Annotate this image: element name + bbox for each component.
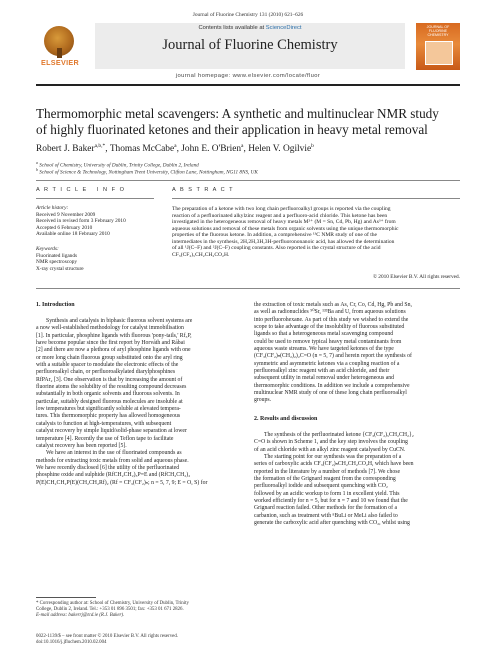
intro-line: tures. This thermomorphic property has allowed homogeneous — [36, 413, 181, 420]
author-3-affil: a — [241, 143, 244, 149]
affiliation-b — [36, 167, 476, 176]
intro-line: phosphine oxide and sulphide (RfCH₂CH₂)₃P=E and (RfCH₂CH₂)₂ — [36, 472, 191, 479]
abstract-body — [172, 206, 460, 258]
contents-line — [95, 25, 405, 31]
intro-line: multinuclear NMR study of one of these long chain perfluoroalkyl — [254, 390, 407, 397]
footnote-corresponding: * Corresponding author at: School of Chemistry, University of Dublin, Trinity — [36, 601, 189, 606]
article-title — [36, 106, 476, 138]
intro-line: P(E)CH₂CH₂P(E)(CH₂CH₂Rf)₂ (Rf = CF₃(CF₂)ₙ; n = 5, 7, 9; E = O, S) for — [36, 479, 208, 486]
footnote-corresponding-2: College, Dublin 2, Ireland. Tel.: +353 01 896 3501; fax: +353 01 671 2826. — [36, 607, 184, 612]
issn-line: 0022-1139/$ – see front matter © 2010 Elsevier B.V. All rights reserved. — [36, 634, 178, 639]
intro-line: methods for extracting toxic metals from solid and aqueous phase. — [36, 457, 189, 464]
footnote — [36, 601, 242, 619]
history-received: Received 9 November 2009 — [36, 211, 96, 218]
affiliation-a-text: School of Chemistry, University of Dublin, Trinity College, Dublin 2, Ireland — [39, 162, 199, 169]
intro-line: perfluoroalkyl zinc reagent with an acid chloride, and their — [254, 368, 390, 375]
contents-prefix: Contents lists available at — [198, 25, 266, 31]
intro-line: symmetric and asymmetric ketones via a coupling reaction of a — [254, 360, 400, 367]
history-accepted: Accepted 6 February 2010 — [36, 224, 93, 231]
title-line-1: Thermomorphic metal scavengers: A synthetic and multinuclear NMR study — [36, 106, 439, 121]
keywords — [36, 246, 161, 272]
abstract-line: reaction of a perfluorinated alkylzinc reagent and a perfluoro-acid chloride. This ketone has been — [172, 212, 388, 219]
article-info-heading: A R T I C L E I N F O — [36, 187, 126, 193]
results-line: the formation of the Grignard reagent from the corresponding — [254, 476, 396, 483]
keyword-1: Fluorinated ligands — [36, 252, 78, 259]
abstract-line: aqueous solutions and removal of these metals from organic solvents using the unique thermomorphic — [172, 225, 399, 232]
info-rule — [36, 198, 154, 199]
keyword-2: NMR spectroscopy — [36, 259, 78, 265]
intro-line: with a suitable spacer to modulate the electronic effects of the — [36, 362, 179, 369]
intro-line: aqueous waste streams. We have targeted ketones of the type — [254, 346, 394, 353]
history-online: Available online 18 February 2010 — [36, 231, 110, 237]
journal-cover[interactable] — [416, 23, 460, 70]
affiliation-b-mark: b — [36, 167, 38, 172]
intro-line: RfPAr₂ [3]. One observation is that by increasing the amount of — [36, 376, 183, 383]
title-line-2: of highly fluorinated ketones and their application in heavy metal removal — [36, 122, 428, 137]
intro-line: scope to take advantage of the insolubility of fluorous substituted — [254, 324, 405, 331]
intro-line: perfluoroalkyl chain, or perfluoroalkylated diarylphosphines — [36, 369, 176, 376]
intro-line: Synthesis and catalysis in biphasic fluorous solvent systems are — [46, 318, 193, 324]
intro-line: groups. — [254, 397, 272, 404]
author-2-affil: a — [174, 143, 177, 149]
intro-line: have become popular since the first report by Horváth and Rábai — [36, 340, 185, 347]
results-line: The starting point for our synthesis was the preparation of a — [264, 454, 402, 461]
intro-line: catalyst recovery by simple liquid/solid-phase separation at lower — [36, 428, 187, 435]
intro-line: thermomorphic conditions. In addition we include a comprehensive — [254, 382, 410, 389]
intro-line: [1]. In particular, phosphine ligands with fluorous 'pony-tails,' Rf₃P, — [36, 332, 192, 339]
results-line: worked efficiently for n = 5, but for n = 7 and 10 we found that the — [254, 498, 408, 505]
elsevier-logo[interactable] — [36, 24, 84, 66]
section-1-heading: 1. Introduction — [36, 302, 75, 308]
intro-line: could be used to remove typical heavy metal contaminants from — [254, 338, 402, 345]
masthead-rule — [36, 84, 460, 86]
journal-title: Journal of Fluorine Chemistry — [162, 37, 338, 53]
intro-line: We have an interest in the use of fluorinated compounds as — [46, 450, 182, 457]
intro-line: ligands so that a heterogeneous metal scavenging compound — [254, 331, 394, 338]
author-4[interactable]: Helen V. Ogilvie — [248, 144, 312, 155]
intro-line: catalysis to function at high-temperatures, with subsequent — [36, 420, 172, 427]
journal-citation-line: Journal of Fluorine Chemistry 131 (2010) 621–626 — [192, 12, 304, 18]
results-line: carbanion, such as treatment with ⁿBuLi or MeLi also failed to — [254, 512, 398, 519]
intro-line: temperature [4]. Recently the use of Teflon tape to facilitate — [36, 435, 174, 442]
intro-line: the extraction of toxic metals such as As, Cr, Co, Cd, Hg, Pb and Sn, — [254, 302, 412, 308]
sciencedirect-link[interactable]: ScienceDirect — [265, 25, 302, 31]
results-line: The synthesis of the perfluorinated ketone {CF₃(CF₂)₅CH₂CH₂}₂ — [264, 432, 414, 438]
intro-line: or more long chain fluorous group substituted onto the aryl ring — [36, 354, 183, 361]
elsevier-tree-trunk — [57, 48, 62, 58]
intro-left-column — [36, 318, 242, 487]
abstract-line: CF₃(CF₂)₅CH₂CH₂CO₂H. — [172, 251, 230, 258]
results-line: generate the carboxylic acid after quenching with CO₂, whilst using — [254, 520, 410, 527]
results-line: C=O is shown in Scheme 1, and the key step involves the coupling — [254, 439, 408, 446]
results-line: of an acid chloride with an alkyl zinc reagent catalysed by CuCN. — [254, 446, 406, 453]
cover-image — [425, 41, 453, 65]
author-1[interactable]: Robert J. Baker — [36, 144, 95, 155]
intro-line: We have recently disclosed [6] the utility of the perfluorinated — [36, 464, 180, 471]
affiliation-a-mark: a — [36, 160, 38, 165]
keywords-label: Keywords: — [36, 246, 59, 252]
copyright: © 2010 Elsevier B.V. All rights reserved. — [372, 274, 460, 280]
keyword-3: X-ray crystal structure — [36, 265, 84, 272]
results-line: followed by an acidic workup to form 1 in excellent yield. This — [254, 490, 400, 497]
results-line: series of carboxylic acids CF₃(CF₂)ₙCH₂CH₂CO₂H, which have been — [254, 461, 414, 468]
results-line: perfluoroalkyl iodide and subsequent quenching with CO₂ — [254, 483, 388, 490]
intro-line: particular, suitably designed fluorous molecules are insoluble at — [36, 398, 183, 405]
abstract-line: intermediates in the synthesis, 2H,2H,3H,3H-perfluorononanoic acid, has allowed the determination — [172, 238, 395, 245]
intro-line: into perfluorohexane. As part of this study we wished to extend the — [254, 316, 409, 323]
results-right-column — [254, 432, 460, 527]
abstract-heading: A B S T R A C T — [172, 187, 234, 193]
author-4-affil: b — [311, 143, 314, 149]
info-top-rule — [36, 180, 460, 181]
elsevier-wordmark: ELSEVIER — [41, 58, 79, 67]
intro-right-column — [254, 302, 460, 405]
abstract-rule — [172, 198, 460, 199]
abstract-bottom-rule — [36, 288, 460, 289]
affiliation-b-text: School of Science & Technology, Nottingham Trent University, Clifton Lane, Nottingham, NG11 8NS, UK — [39, 169, 258, 176]
history-label: Article history: — [36, 205, 69, 211]
intro-line: fluorine atoms the solubility of the resulting compound decreases — [36, 384, 187, 391]
footnote-rule — [36, 597, 96, 598]
intro-line: subsequent utility in metal removal under heterogeneous and — [254, 375, 395, 382]
footnote-email[interactable]: E-mail address: bakerrj@tcd.ie (R.J. Baker). — [36, 613, 125, 618]
author-1-affil: a,b,* — [94, 143, 106, 149]
history-revised: Received in revised form 3 February 2010 — [36, 218, 126, 224]
abstract-line: properties of the fluorous ketone. In addition, a comprehensive ¹³C NMR study of one of the — [172, 232, 377, 239]
intro-line: substantially in both organic solvents and fluorous solvents. In — [36, 391, 180, 398]
article-history — [36, 205, 161, 238]
doi-line[interactable]: doi:10.1016/j.jfluchem.2010.02.004 — [36, 640, 107, 645]
results-line: reported in the literature by a number of methods [7]. We chose — [254, 468, 401, 475]
intro-line: catalyst recovery has been reported [5]. — [36, 442, 127, 449]
intro-line: as well as radionuclides ⁹⁰Sr, ¹³³Ba and U, from aqueous solutions — [254, 309, 406, 316]
abstract-line: investigated in the heterogeneous removal of heavy metals M²⁺ (M = Sn, Cd, Pb, Hg) and As³⁺ from — [172, 219, 396, 226]
intro-line: [2] and there are now a plethora of aryl phosphine ligands with one — [36, 347, 191, 354]
cover-title: JOURNAL OF FLUORINE CHEMISTRY — [426, 25, 450, 37]
results-line: Grignard reaction failed. Other methods for the formation of a — [254, 505, 398, 512]
author-list: Robert J. Baker$^{a,b,*}$, Thomas McCabe$^a$, John E. O'Brien$^a$, Helen V. Ogilvie$^b$ — [36, 143, 314, 155]
abstract-line: of all ¹J(C–F) and ²J(C–F) coupling constants. Also reported is the crystal structure of the acid — [172, 245, 381, 252]
intro-line: a now well-established methodology for catalyst immobilisation — [36, 325, 184, 332]
author-3[interactable]: John E. O'Brien — [181, 144, 242, 155]
abstract-line: The preparation of a ketone with two long chain perfluoroalkyl groups is reported via the coupling — [172, 206, 391, 212]
front-matter — [36, 634, 242, 646]
journal-homepage[interactable]: journal homepage: www.elsevier.com/locate/fluor — [175, 73, 321, 79]
intro-line: low temperatures but significantly soluble at elevated tempera- — [36, 406, 181, 413]
intro-line: (CF₃(CF₂)ₙ(CH₂)₂)₂C=O (n = 5, 7) and herein report the synthesis of — [254, 353, 412, 360]
author-2[interactable]: Thomas McCabe — [109, 144, 175, 155]
section-2-heading: 2. Results and discussion — [254, 416, 318, 422]
